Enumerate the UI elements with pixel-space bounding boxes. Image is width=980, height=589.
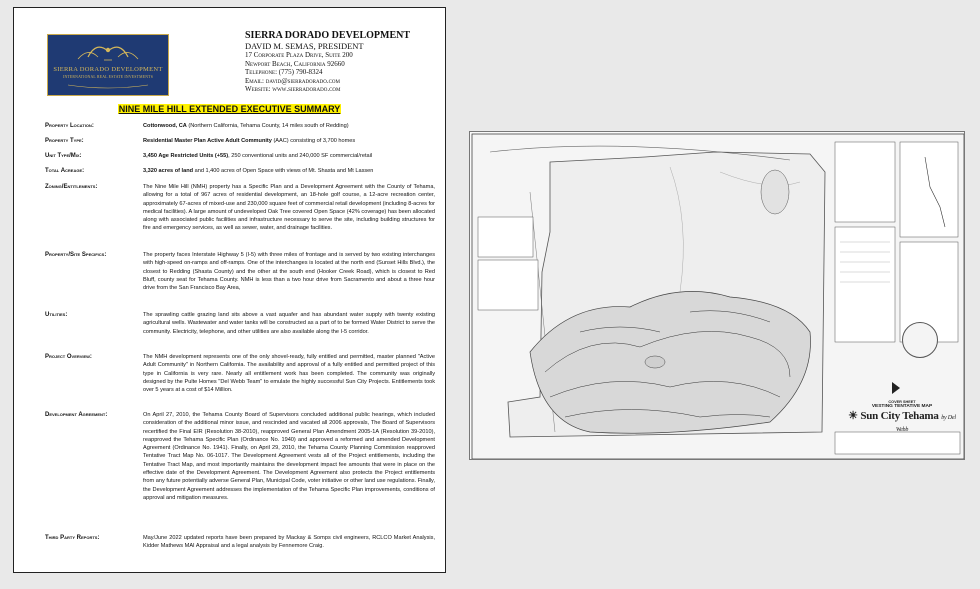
section-value: On April 27, 2010, the Tehama County Board of Supervisors concluded additional public hearings, which included consideration of the additional minor issue, and rescinded and vacated all 2006 approvals, The Board of Supervisors recertified the Final EIR (Resolution 38-2010), reapproved General Plan Amendment 2005-1A (Resolution 39-2010), reapproved the Tehama Specific Plan (Ordinance No. 1940) and approved a reformed and amended Development Agreement (Ordinance No. 1941). Finally, on April 29, 2010, the Tehama County Planning Commission reapproved Tentative Tract Map No. 06-1017. The Development Agreement vests all of the Project entitlements, including the Tentative Tract Map, and most importantly maintains the development impact fee amounts that were in place on the effective date of the Development Agreement. The Development Agreement also protects the Project entitlements from any future potentially adverse General Plan, Municipal Code, voter initiative or other land use regulations. Finally, the Development Agreement addresses the implementation of the Tehama Specific Plan improvements, conditions of approval and mitigation measures.	[143, 412, 435, 501]
document-title	[14, 99, 445, 117]
engineer-seal	[902, 322, 938, 358]
brand-name: Sun City Tehama	[860, 410, 939, 422]
cover-sheet-label: COVER SHEET	[888, 400, 916, 404]
value-rest: (AAC) consisting of 3,700 homes	[271, 138, 356, 144]
phone: Telephone: (775) 790-8324	[245, 68, 323, 77]
section-label: Property/Site Specifics:	[45, 252, 107, 258]
section-value: May/June 2022 updated reports have been prepared by Mackay & Somps civil engineers, RCLCO Market Analysis, Kidder Mathews MAI Appraisal and a legal analysis by Fennemore Craig.	[143, 535, 435, 550]
value-bold: Cottonwood, CA	[143, 123, 187, 129]
section-value: The property faces Interstate Highway 5 (I-5) with three miles of frontage and is served by two existing interchanges with high-speed on-ramps and off-ramps. One of the interchanges is located at the north end (Sunset Hills Blvd.), the closest to Redding (Shasta County) and the other at the south end (Hooker Creek Road), which is closest to Red Bluff, county seat for Tehama County. NMH is less than a two hour drive from Sacramento and about a three hour drive from the San Francisco Bay Area,	[143, 252, 435, 292]
section-label: Zoning/Entitlements:	[45, 184, 98, 190]
section-value	[143, 167, 435, 175]
title-text: NINE MILE HILL EXTENDED EXECUTIVE SUMMARY	[118, 104, 341, 114]
company-logo	[47, 34, 169, 96]
sun-city-logo: ☀ Sun City Tehama by Del Webb	[848, 410, 956, 433]
section-label: Property Location:	[45, 123, 94, 129]
section-label: Project Overview:	[45, 354, 92, 360]
value-bold: 3,450 Age Restricted Units (+55)	[143, 153, 229, 159]
value-bold: 3,320 acres of land	[143, 168, 194, 174]
section-value	[143, 152, 435, 160]
company-name: SIERRA DORADO DEVELOPMENT	[245, 30, 411, 41]
value-bold: Residential Master Plan Active Adult Community	[143, 138, 272, 144]
value-rest: (Northern California, Tehama County, 14 miles south of Redding)	[186, 123, 349, 129]
logo-text: SIERRA DORADO DEVELOPMENT	[53, 66, 163, 73]
value-rest: and 1,400 acres of Open Space with views of Mt. Shasta and Mt Lassen	[193, 168, 374, 174]
section-label: Third Party Reports:	[45, 535, 100, 541]
section-value	[143, 122, 435, 130]
map-title: VESTING TENTATIVE MAP	[871, 404, 933, 409]
section-label: Property Type:	[45, 138, 84, 144]
section-label: Development Agreement:	[45, 412, 108, 418]
section-value: The Nine Mile Hill (NMH) property has a Specific Plan and a Development Agreement with the County of Tehama, allowing for a total of 967 acres of residential development, an 18-hole golf course, a 12-acre recreation center, approximately 67-acres of mixed-use and 230,000 square feet of commercial retail development (including 8-acres for medical facilities). A large amount of undeveloped Oak Tree covered Open Space (42% coverage) has been allocated along with associated public facilities and infrastructure necessary to serve the site, including building structures for fire and emergency services, as well as sewer, water, and drainage facilities.	[143, 184, 435, 232]
section-label: Total Acreage:	[45, 168, 85, 174]
address-line-2: Newport Beach, California 92660	[245, 59, 345, 68]
value-rest: , 250 conventional units and 240,000 SF commercial/retail	[228, 153, 373, 159]
email: Email: david@sierradorado.com	[245, 76, 340, 85]
section-label: Utilities:	[45, 312, 68, 318]
website: Website: www.sierradorado.com	[245, 85, 341, 94]
map-title-block	[843, 400, 961, 434]
letterhead	[245, 30, 440, 94]
section-value	[143, 137, 435, 145]
executive-summary-document	[13, 7, 446, 573]
logo-subtext: INTERNATIONAL REAL ESTATE INVESTMENTS	[62, 75, 154, 79]
address-line-1: 17 Corporate Plaza Drive, Suite 200	[245, 51, 353, 59]
section-value: The NMH development represents one of the only shovel-ready, fully entitled and permitted, master planned "Active Adult Community" in Northern California. The availability and approval of a fully entitled and permitted project of this type in California is very rare. Nearly all entitlement work has been completed. The community was originally designed by the Pulte Homes "Del Webb Team" to emulate the highly successful Sun City Projects. Entitlements took over 5 years at a cost of $14 Million.	[143, 354, 435, 394]
section-label: Unit Type/Mix:	[45, 153, 82, 159]
section-value: The sprawling cattle grazing land sits above a vast aquafer and has abundant water supply with twenty existing agricultural wells. Wastewater and water tanks will be constructed as a part of to be formed Water District to serve the community. Electricity, telephone, and other utilities are also available along the I-5 corridor.	[143, 312, 435, 335]
contact-name: DAVID M. SEMAS, PRESIDENT	[245, 41, 364, 51]
tentative-map-image	[469, 131, 965, 460]
brand-sub: by Del Webb	[895, 415, 956, 433]
